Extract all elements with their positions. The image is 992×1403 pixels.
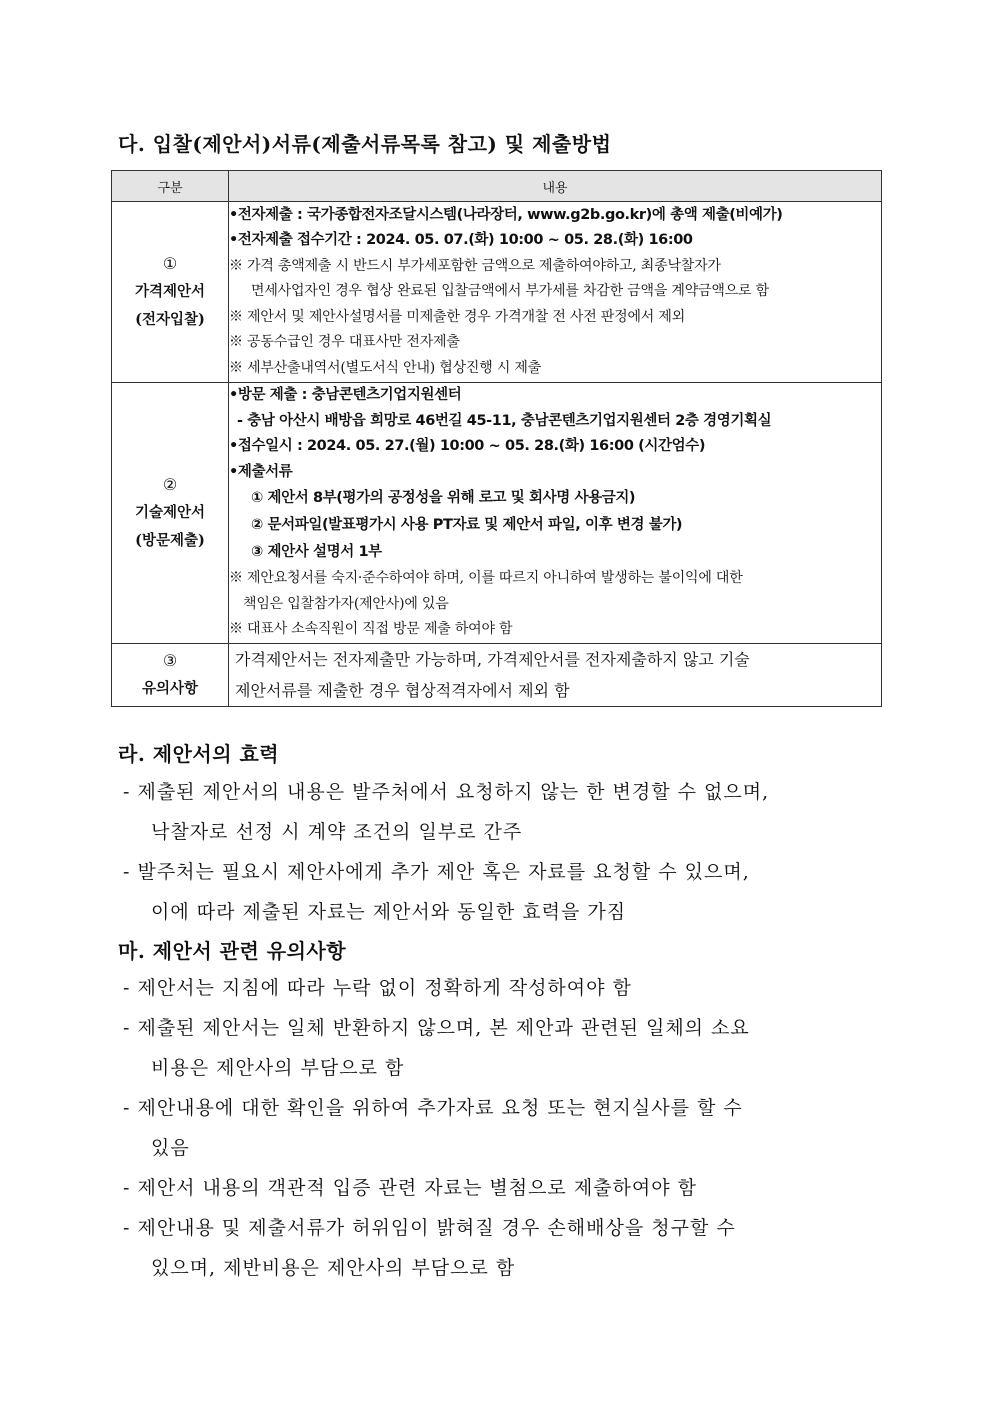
document-item: ② 문서파일(발표평가시 사용 PT자료 및 제안서 파일, 이후 변경 불가) — [251, 517, 683, 533]
row-name-sub: (전자입찰) — [135, 311, 205, 328]
note-line: 면세사업자인 경우 협상 완료된 입찰금액에서 부가세를 차감한 금액을 계약금액으로 함 — [251, 283, 769, 300]
list-item-continuation: 낙찰자로 선정 시 계약 조건의 일부로 간주 — [151, 821, 523, 843]
list-item: - 제안서 내용의 객관적 입증 관련 자료는 별첨으로 제출하여야 함 — [123, 1177, 697, 1199]
note-line: ※ 대표사 소속직원이 직접 방문 제출 하여야 함 — [229, 621, 513, 637]
table-header-row — [112, 171, 882, 202]
section-title-ma: 마. 제안서 관련 유의사항 — [118, 939, 347, 963]
list-item-continuation: 비용은 제안사의 부담으로 함 — [151, 1057, 405, 1079]
list-item-continuation: 이에 따라 제출된 자료는 제안서와 동일한 효력을 가짐 — [151, 901, 627, 923]
list-item: - 제출된 제안서는 일체 반환하지 않으며, 본 제안과 관련된 일체의 소요 — [123, 1017, 750, 1039]
list-item-continuation: 있으며, 제반비용은 제안사의 부담으로 함 — [151, 1257, 516, 1279]
row-number: ① — [162, 254, 178, 273]
table-row — [112, 643, 882, 706]
proposal-notes-list — [123, 968, 923, 1288]
document-item: ① 제안서 8부(평가의 공정성을 위해 로고 및 회사명 사용금지) — [251, 490, 636, 506]
list-item-continuation: 있음 — [151, 1137, 190, 1159]
note-line: ※ 제안서 및 제안사설명서를 미제출한 경우 가격개찰 전 사전 판정에서 제외 — [229, 308, 686, 325]
row-content-tech — [229, 383, 882, 644]
section-title-da: 다. 입찰(제안서)서류(제출서류목록 참고) 및 제출방법 — [118, 132, 612, 156]
row-category-tech — [112, 383, 229, 644]
list-item: - 제안내용 및 제출서류가 허위임이 밝혀질 경우 손해배상을 청구할 수 — [123, 1217, 736, 1239]
list-item: - 제안서는 지침에 따라 누락 없이 정확하게 작성하여야 함 — [123, 977, 632, 999]
proposal-validity-list — [123, 772, 923, 932]
row-content-notes — [229, 643, 882, 706]
list-item: - 제안내용에 대한 확인을 위하여 추가자료 요청 또는 현지실사를 할 수 — [123, 1097, 743, 1119]
note-line: ※ 가격 총액제출 시 반드시 부가세포함한 금액으로 제출하여야하고, 최종낙찰자가 — [229, 257, 721, 274]
table-row — [112, 202, 882, 383]
content-line: •접수일시 : 2024. 05. 27.(월) 10:00 ~ 05. 28.(화) 16:00 (시간엄수) — [229, 438, 706, 454]
content-line: •제출서류 — [229, 463, 293, 480]
submission-table — [111, 170, 882, 707]
row-name: 기술제안서 — [134, 503, 206, 521]
row-name: 가격제안서 — [134, 283, 206, 300]
table-row — [112, 383, 882, 644]
row-category-notes — [112, 643, 229, 706]
section-title-ra: 라. 제안서의 효력 — [118, 742, 280, 766]
content-line: - 충남 아산시 배방읍 희망로 46번길 45-11, 충남콘텐츠기업지원센터 2층 경영기획실 — [237, 412, 772, 429]
note-line: ※ 세부산출내역서(별도서식 안내) 협상진행 시 제출 — [229, 359, 542, 376]
note-line: ※ 공동수급인 경우 대표사만 전자제출 — [229, 334, 460, 351]
row-number: ③ — [162, 650, 178, 670]
content-line: 제안서류를 제출한 경우 협상적격자에서 제외 함 — [235, 680, 570, 700]
content-line: •방문 제출 : 충남콘텐츠기업지원센터 — [229, 387, 462, 403]
row-category-price — [112, 202, 229, 383]
list-item: - 발주처는 필요시 제안사에게 추가 제안 혹은 자료를 요청할 수 있으며, — [123, 861, 750, 883]
header-content: 내용 — [229, 171, 882, 202]
note-line: 책임은 입찰참가자(제안사)에 있음 — [243, 595, 449, 612]
content-line: 가격제안서는 전자제출만 가능하며, 가격제안서를 전자제출하지 않고 기술 — [235, 649, 750, 669]
document-item: ③ 제안사 설명서 1부 — [251, 544, 382, 560]
note-line: ※ 제안요청서를 숙지·준수하여야 하며, 이를 따르지 아니하여 발생하는 불이익에 대한 — [229, 570, 743, 586]
list-item: - 제출된 제안서의 내용은 발주처에서 요청하지 않는 한 변경할 수 없으며, — [123, 781, 770, 803]
row-name-sub: (방문제출) — [135, 531, 205, 549]
row-number: ② — [162, 474, 178, 494]
header-category: 구분 — [112, 171, 229, 202]
row-content-price — [229, 202, 882, 383]
content-line: •전자제출 : 국가종합전자조달시스템(나라장터, www.g2b.go.kr)에 총액 제출(비예가) — [229, 206, 783, 223]
row-name: 유의사항 — [141, 679, 199, 697]
content-line: •전자제출 접수기간 : 2024. 05. 07.(화) 10:00 ~ 05. 28.(화) 16:00 — [229, 232, 693, 249]
